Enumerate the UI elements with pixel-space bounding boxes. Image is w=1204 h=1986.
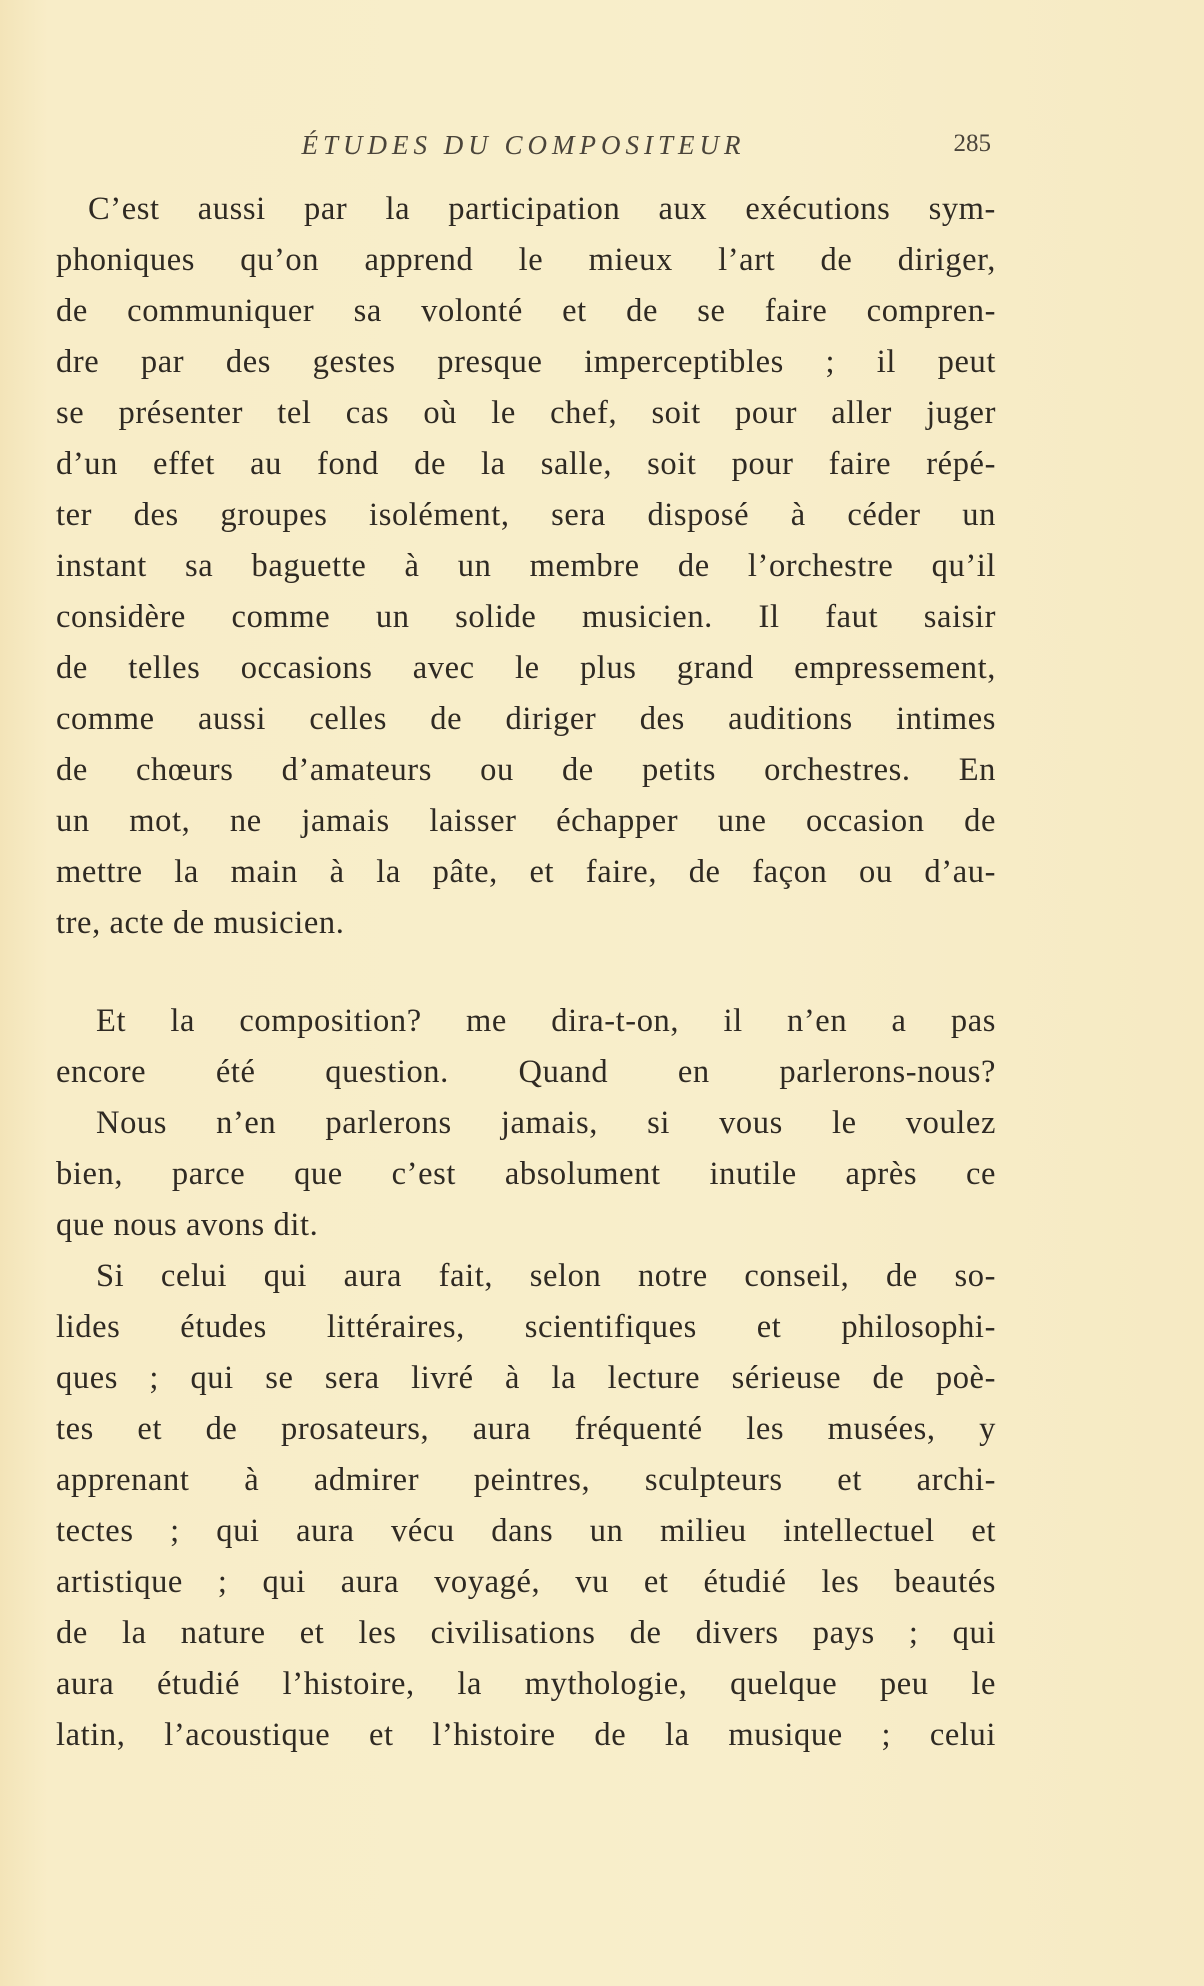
text-line: tectes ; qui aura vécu dans un milieu intellectuel et — [56, 1513, 996, 1549]
text-line: de telles occasions avec le plus grand empressement, — [56, 650, 996, 686]
text-line: dre par des gestes presque imperceptibles ; il peut — [56, 344, 996, 380]
paragraph-composition-question — [56, 996, 996, 1098]
text-line: mettre la main à la pâte, et faire, de façon ou d’au- — [56, 854, 996, 890]
running-title: ÉTUDES DU COMPOSITEUR — [301, 130, 746, 160]
page-number: 285 — [953, 130, 991, 157]
text-line: ter des groupes isolément, sera disposé à céder un — [56, 497, 996, 533]
text-line: Nous n’en parlerons jamais, si vous le voulez — [96, 1105, 996, 1141]
text-line: lides études littéraires, scientifiques et philosophi- — [56, 1309, 996, 1345]
text-line: bien, parce que c’est absolument inutile après ce — [56, 1156, 996, 1192]
paragraph-studies — [56, 1251, 996, 1761]
text-line: aura étudié l’histoire, la mythologie, quelque peu le — [56, 1666, 996, 1702]
paragraph-answer — [56, 1098, 996, 1251]
text-line: Si celui qui aura fait, selon notre conseil, de so- — [96, 1258, 996, 1294]
running-head — [56, 130, 991, 164]
text-line: tre, acte de musicien. — [56, 905, 345, 941]
text-line: se présenter tel cas où le chef, soit pour aller juger — [56, 395, 996, 431]
text-line: de communiquer sa volonté et de se faire compren- — [56, 293, 996, 329]
text-line: un mot, ne jamais laisser échapper une occasion de — [56, 803, 996, 839]
text-line: d’un effet au fond de la salle, soit pour faire répé- — [56, 446, 996, 482]
text-line: que nous avons dit. — [56, 1207, 319, 1243]
text-line: ques ; qui se sera livré à la lecture sérieuse de poè- — [56, 1360, 996, 1396]
text-line: instant sa baguette à un membre de l’orchestre qu’il — [56, 548, 996, 584]
text-line: considère comme un solide musicien. Il faut saisir — [56, 599, 996, 635]
body-text — [56, 184, 996, 1761]
text-line: Et la composition? me dira-t-on, il n’en a pas — [96, 1003, 996, 1039]
text-line: apprenant à admirer peintres, sculpteurs et archi- — [56, 1462, 996, 1498]
paragraph-conducting — [56, 184, 996, 949]
text-line: encore été question. Quand en parlerons-nous? — [56, 1054, 996, 1090]
text-line: de chœurs d’amateurs ou de petits orchestres. En — [56, 752, 996, 788]
text-line: phoniques qu’on apprend le mieux l’art de diriger, — [56, 242, 996, 278]
text-line: comme aussi celles de diriger des auditions intimes — [56, 701, 996, 737]
text-line: latin, l’acoustique et l’histoire de la musique ; celui — [56, 1717, 996, 1753]
text-line: artistique ; qui aura voyagé, vu et étudié les beautés — [56, 1564, 996, 1600]
text-line: tes et de prosateurs, aura fréquenté les musées, y — [56, 1411, 996, 1447]
text-line: C’est aussi par la participation aux exécutions sym- — [88, 191, 996, 227]
text-line: de la nature et les civilisations de divers pays ; qui — [56, 1615, 996, 1651]
